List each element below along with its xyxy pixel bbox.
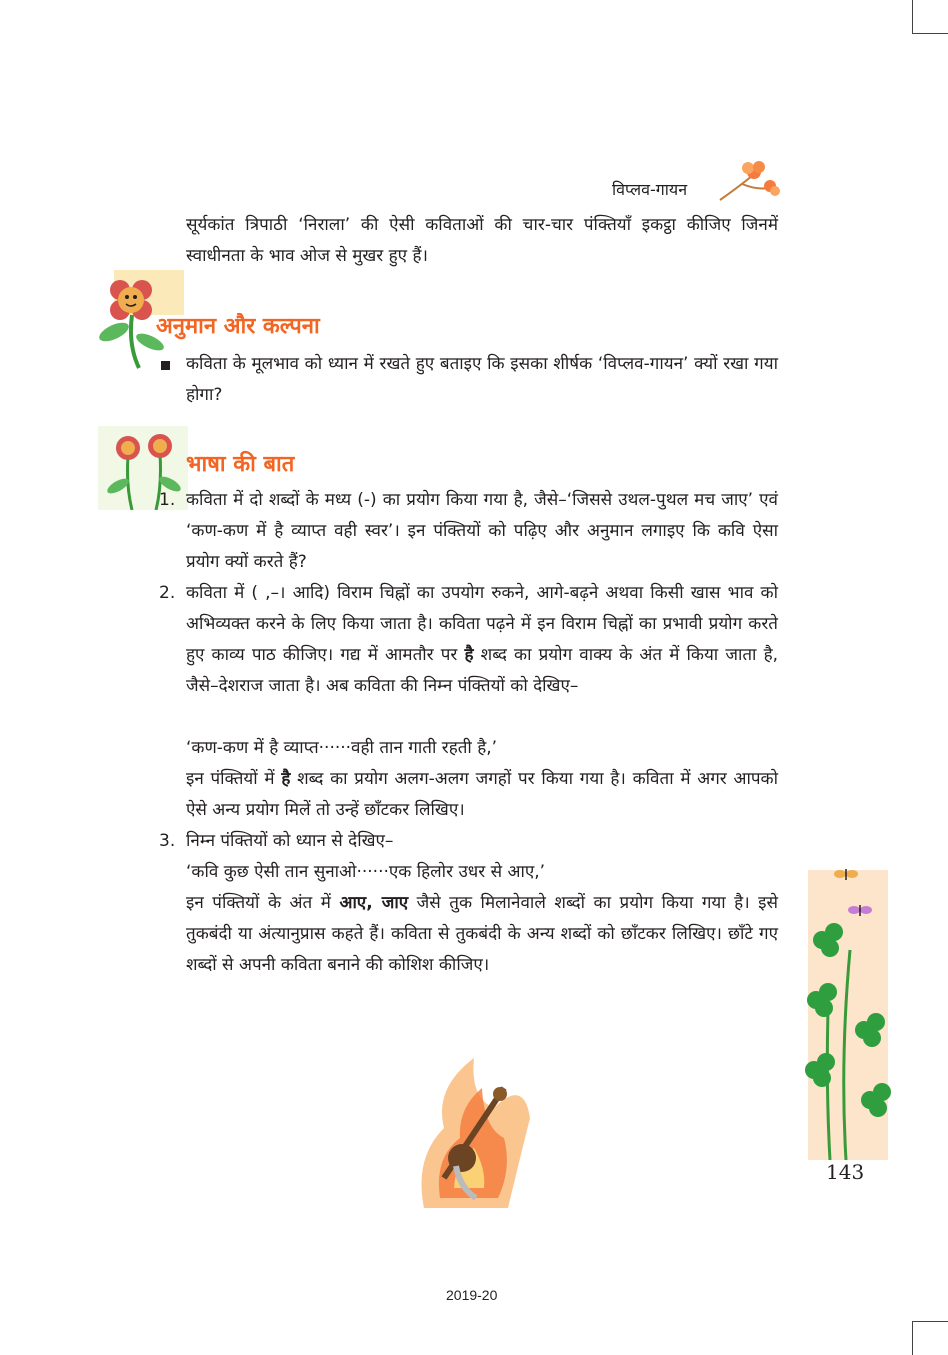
q3-text-b: जैसे तुक मिलानेवाले शब्दों का प्रयोग किया गया है। इसे तुकबंदी या अंत्यानुप्रास कहते हैं। कविता से तुकबंदी के अन्य शब्दों को छाँटकर लिखिए। छाँटे गए शब्दों से अपनी कविता बनाने की कोशिश कीजिए। bbox=[186, 893, 779, 975]
page-number: 143 bbox=[826, 1160, 865, 1184]
section-heading-anuman: अनुमान और कल्पना bbox=[156, 314, 320, 339]
q2-text-d: शब्द का प्रयोग अलग-अलग जगहों पर किया गया है। कविता में अगर आपको ऐसे अन्य प्रयोग मिलें तो उन्हें छाँटकर लिखिए। bbox=[186, 769, 778, 820]
intro-paragraph: सूर्यकांत त्रिपाठी ‘निराला’ की ऐसी कविताओं की चार-चार पंक्तियाँ इकट्ठा कीजिए जिनमें स्वाधीनता के भाव ओज से मुखर हुए हैं। bbox=[186, 215, 778, 266]
question-2-followup bbox=[186, 764, 778, 826]
q3-quote: ‘कवि कुछ ऐसी तान सुनाओ······एक हिलोर उधर से आए,’ bbox=[186, 862, 546, 882]
q2-bold-c: है bbox=[281, 769, 291, 789]
question-number-2: 2. bbox=[159, 583, 176, 603]
q3-text-a: इन पंक्तियों के अंत में bbox=[186, 893, 331, 913]
question-3-text bbox=[186, 888, 778, 981]
q3-line1: निम्न पंक्तियों को ध्यान से देखिए– bbox=[186, 831, 394, 851]
crop-mark-top bbox=[912, 0, 913, 34]
question-number-3: 3. bbox=[159, 831, 176, 851]
veena-flames-icon bbox=[404, 1048, 540, 1218]
q2-text-c: इन पंक्तियों में bbox=[186, 769, 275, 789]
flower-sprig-icon bbox=[712, 158, 782, 208]
crop-mark-top-h bbox=[913, 33, 948, 34]
q2-bold-a: है bbox=[464, 645, 474, 665]
section-heading-bhasha: भाषा की बात bbox=[186, 452, 295, 477]
q2-text-a: कविता में ( ,–। आदि) विराम चिह्नों का उपयोग रुकने, आगे-बढ़ने अथवा किसी खास भाव को अभिव्यक्त करने के लिए किया जाता है। कविता पढ़ने में इन विराम चिह्नों का प्रभावी प्रयोग करते हुए काव्य पाठ कीजिए। गद्य में आमतौर पर bbox=[186, 583, 778, 665]
bullet-marker bbox=[161, 361, 170, 370]
question-1-text: कविता में दो शब्दों के मध्य (-) का प्रयोग किया गया है, जैसे–‘जिससे उथल-पुथल मच जाए’ एवं ‘कण-कण में है व्याप्त वही स्वर’। इन पंक्तियों को पढ़िए और अनुमान लगाइए कि कवि ऐसा प्रयोग क्यों करते हैं? bbox=[186, 490, 778, 572]
crop-mark-bottom bbox=[912, 1321, 913, 1355]
edition-year: 2019-20 bbox=[446, 1287, 498, 1303]
butterfly-vine-icon bbox=[800, 860, 892, 1160]
q2-text-b: शब्द का प्रयोग वाक्य के अंत में किया जाता है, जैसे–देशराज जाता है। अब कविता की निम्न पंक्तियों को देखिए– bbox=[186, 645, 779, 696]
chapter-header-title: विप्लव-गायन bbox=[612, 180, 688, 199]
crop-mark-bottom-h bbox=[913, 1321, 948, 1322]
question-number-1: 1. bbox=[159, 490, 176, 510]
section1-bullet-text: कविता के मूलभाव को ध्यान में रखते हुए बताइए कि इसका शीर्षक ‘विप्लव-गायन’ क्यों रखा गया होगा? bbox=[186, 354, 778, 405]
question-2-text bbox=[186, 578, 778, 702]
q2-quote: ‘कण-कण में है व्याप्त······वही तान गाती रहती है,’ bbox=[186, 738, 498, 758]
q3-bold-a: आए, जाए bbox=[339, 893, 409, 913]
